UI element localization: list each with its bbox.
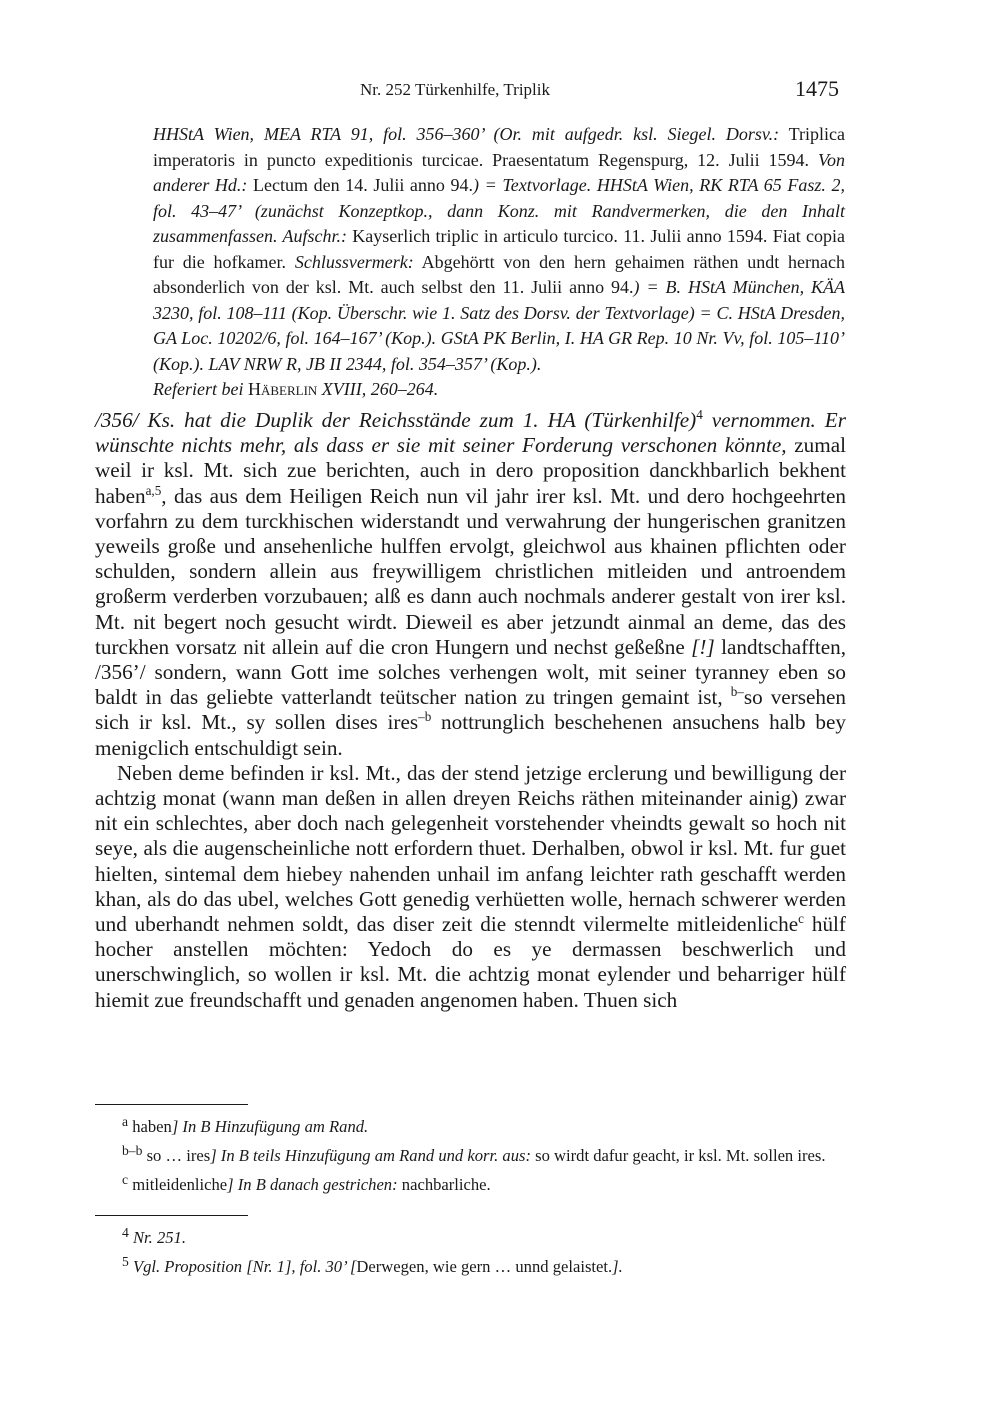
footnote — [95, 1250, 846, 1279]
source-text: Abgehörtt von den hern gehaimen räthen undt hernach absonderlich von der ksl. Mt. auch selbst den 11. Julii anno 94. — [153, 251, 845, 297]
source-text: Schlussvermerk: — [294, 251, 414, 272]
footnote-text: Vgl. Proposition [Nr. 1], fol. 30’ [ — [132, 1257, 357, 1277]
body-text: , das aus dem Heiligen Reich nun vil jahr irer ksl. Mt. und dero hochgeehrten vorfahrn zu dem turckhischen widerstandt und verwahrung der hungerischen granitzen yeweils große und ansehenliche hulffen ervolgt, gleichwol aus khainen pflichten oder schulden, sondern allein aus freywilligem christlichen mitleiden und antroendem großerm verderben vorzubauen; alß es dann auch nochmals anderer gestalt von irer ksl. Mt. nit begert noch gesucht wirdt. Dieweil es aber jetzundt ainmal an deme, das des turckhen vorsatz nit allein auf die cron Hungern und nechst geßeßne — [95, 483, 846, 659]
source-text: ) = Textvorlage. HHStA Wien, RK RTA 65 Fasz. 2, fol. 43–47’ (zunächst Konzeptkop., dann Konz. mit Randvermerken, die den Inhalt zusammenfassen. Aufschr.: — [153, 175, 845, 246]
main-text — [95, 408, 846, 1013]
footnote-mark: 5 — [122, 1254, 129, 1270]
source-text: HHStA Wien, MEA RTA 91, fol. 356–360’ (Or. mit aufgedr. ksl. Siegel. Dorsv.: — [153, 124, 780, 144]
note-comment: ] In B Hinzufügung am Rand. — [171, 1117, 369, 1137]
note-ref: b– — [730, 684, 744, 700]
note-comment: ] In B teils Hinzufügung am Rand und korr. aus: — [210, 1146, 531, 1166]
footnote-divider — [95, 1104, 248, 1105]
footnote-mark: 4 — [122, 1225, 129, 1240]
note-lemma: mitleidenliche — [132, 1175, 228, 1195]
source-text: Kayserlich triplic in articulo turcico. 11. Julii anno 1594. Fiat copia fur die hofkamer. — [153, 226, 845, 272]
source-text: Triplica imperatoris in puncto expeditionis turcicae. Praesentatum Regenspurg, 12. Julii 1594. — [153, 124, 846, 170]
note-text: nachbarliche. — [397, 1175, 491, 1195]
source-text: Referiert bei — [153, 379, 248, 399]
summary-text: /356/ Ks. hat die Duplik der Reichsstände zum 1. HA (Türkenhilfe) — [95, 408, 697, 432]
footnote-text: ]. — [612, 1257, 623, 1277]
footnotes — [95, 1221, 846, 1279]
source-note — [153, 122, 845, 403]
running-title: Nr. 252 Türkenhilfe, Triplik — [360, 80, 550, 99]
source-text: Von anderer Hd.: — [153, 149, 845, 195]
body-text: hülf hocher anstellen möchten: Yedoch do es ye dermassen beschwerlich und unerschwinglich, so wollen ir ksl. Mt. die achtzig monat eylender und beharriger hülf hiemit zue freundschafft und genaden angenomen haben. Thuen sich — [95, 912, 846, 1012]
note-mark: b–b — [122, 1143, 143, 1159]
note-mark: c — [122, 1172, 129, 1188]
footnote-ref: 4 — [696, 407, 703, 423]
note-lemma: haben — [132, 1117, 172, 1137]
body-text: Neben deme befinden ir ksl. Mt., das der stend jetzige erclerung und bewilligung der achtzig monat (wann man deßen in allen dreyen Reichs räthen miteinander ainig) zwar nit ein schlechtes, aber doch nach gelegenheit vorstehender vheindts gewalt so hoch nit seye, als die augenscheinliche nott erfordern thuet. Derhalben, obwol ir ksl. Mt. fur guet hielten, sintemal dem hiebey nahenden unhail im anfang leichter rath geschafft werden khan, als do das ubel, welches Gott genedig verhüetten wolle, hernach schwerer werden und uberhandt nehmen soldt, das diser zeit die stenndt vilermelte mitleidenliche — [95, 760, 846, 937]
author-name: Häberlin — [247, 379, 318, 399]
footnote-text: Derwegen, wie gern … unnd gelaistet. — [356, 1257, 613, 1277]
text-note — [95, 1110, 846, 1139]
page-number: 1475 — [795, 76, 839, 101]
text-notes — [95, 1110, 846, 1197]
summary-text: vernommen. Er wünschte nichts mehr, als dass er sie mit seiner Forderung verschonen könnte, — [95, 408, 846, 458]
paragraph — [95, 408, 846, 761]
paragraph — [95, 761, 846, 1013]
note-ref: c — [798, 911, 804, 927]
text-note — [95, 1168, 846, 1197]
source-text: XVIII, 260–264. — [317, 379, 439, 399]
footnote-text: Nr. 251. — [132, 1228, 186, 1248]
footnote-divider — [95, 1215, 248, 1216]
body-text: zumal weil ir ksl. Mt. sich zue berichten, auch in dero proposition danckhbarlich bekhent haben — [95, 433, 846, 508]
note-ref: –b — [418, 709, 432, 725]
sic-mark: [!] — [691, 634, 715, 659]
footnote — [95, 1221, 846, 1250]
body-text: so versehen sich ir ksl. Mt., sy sollen dises ires — [95, 685, 846, 735]
note-text: so wirdt dafur geacht, ir ksl. Mt. sollen ires. — [531, 1146, 826, 1166]
text-note — [95, 1139, 846, 1168]
body-text: landtschafften, /356’/ sondern, wann Gott ime solches verhengen wolt, mit seiner tyranney eben so baldt in das geliebte vatterlandt teütscher nation zu tringen gemaint ist, — [95, 634, 847, 710]
source-text: Lectum den 14. Julii anno 94. — [247, 175, 474, 195]
note-comment: ] In B danach gestrichen: — [227, 1175, 398, 1195]
body-text: nottrunglich beschehenen ansuchens halb bey menigclich entschuldigt sein. — [95, 710, 846, 760]
footnote-ref: a,5 — [145, 482, 162, 498]
note-lemma: so … ires — [146, 1146, 211, 1166]
source-text: ) = B. HStA München, KÄA 3230, fol. 108–111 (Kop. Überschr. wie 1. Satz des Dorsv. der Textvorlage) = C. HStA Dresden, GA Loc. 10202/6, fol. 164–167’ (Kop.). GStA PK Berlin, I. HA GR Rep. 10 Nr. Vv, fol. 105–110’ (Kop.). LAV NRW R, JB II 2344, fol. 354–357’ (Kop.). — [153, 277, 845, 374]
note-mark: a — [122, 1114, 129, 1129]
